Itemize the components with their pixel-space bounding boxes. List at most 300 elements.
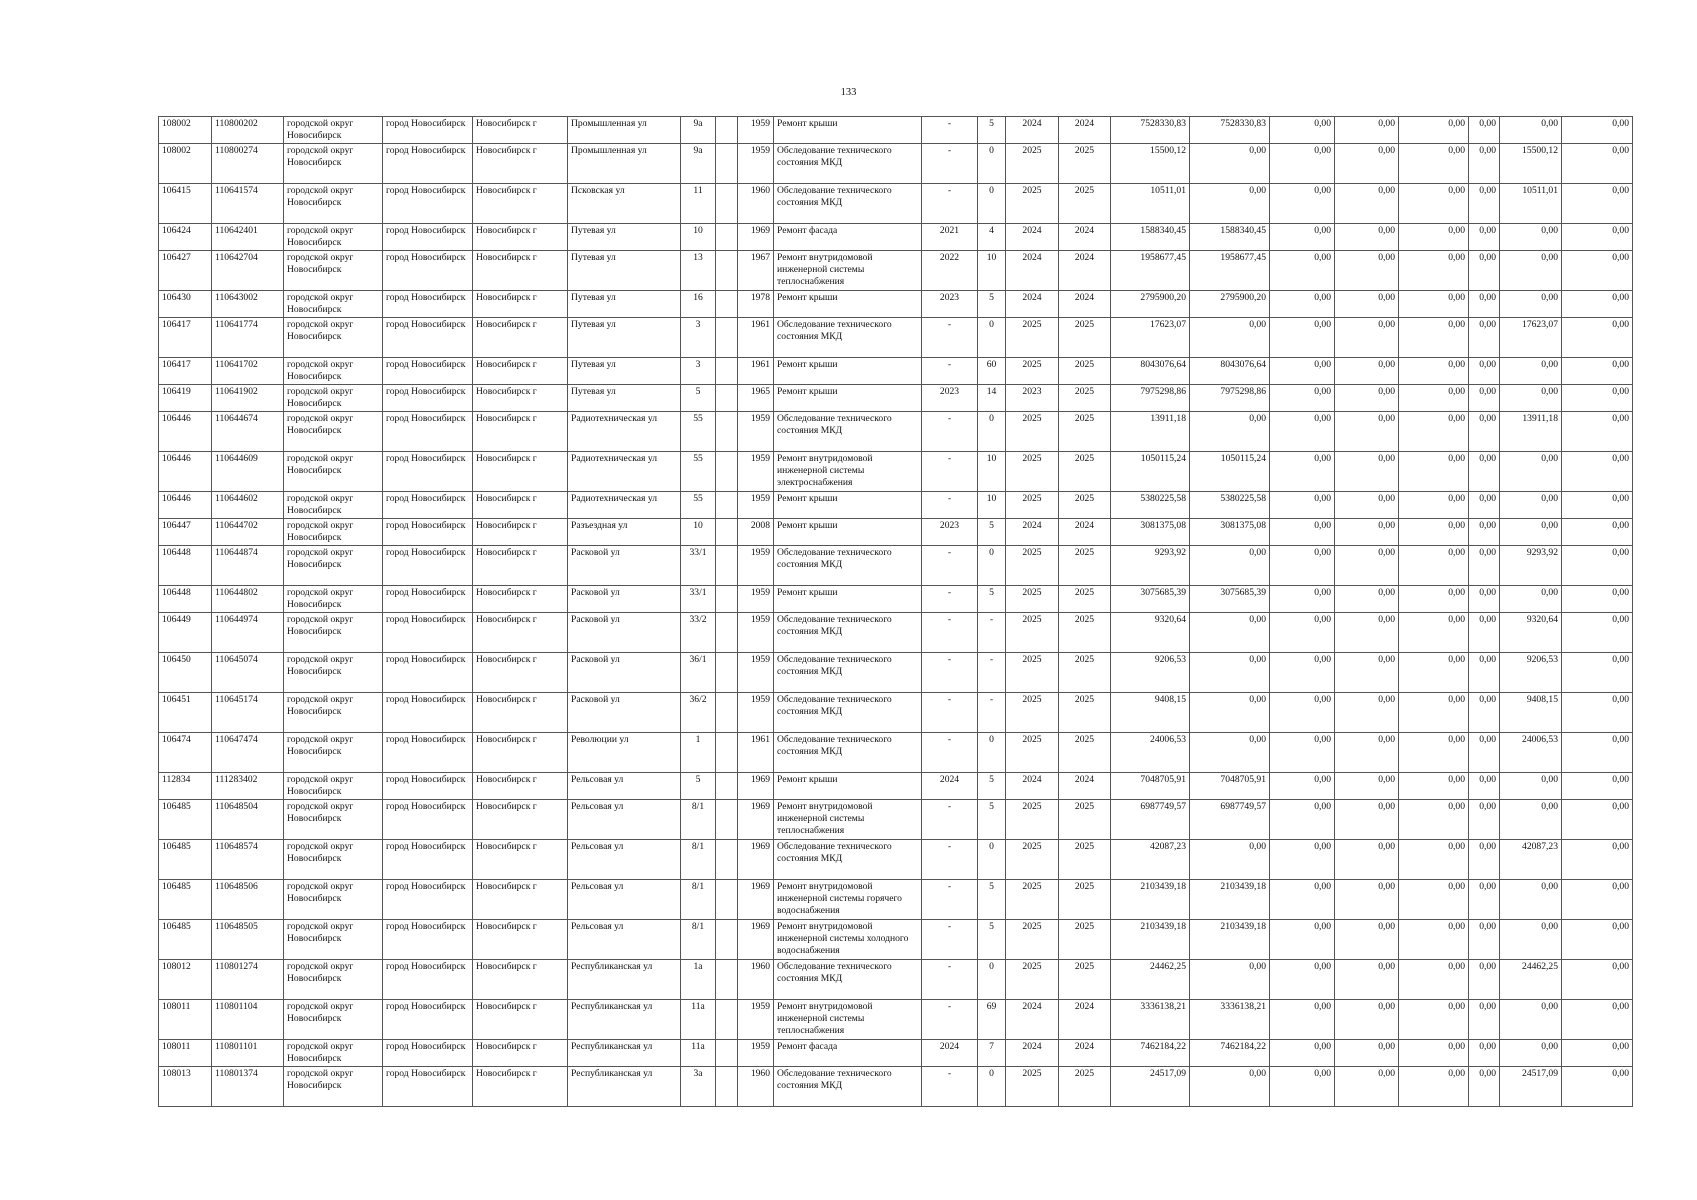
cell-v1: 0,00 xyxy=(1190,184,1270,224)
cell-y2: 2024 xyxy=(1059,251,1111,291)
cell-corp xyxy=(716,613,738,653)
cell-v4: 0,00 xyxy=(1399,920,1469,960)
cell-v5: 0,00 xyxy=(1469,1000,1500,1040)
cell-code: 110642401 xyxy=(212,224,284,251)
cell-qty: 5 xyxy=(978,117,1006,144)
cell-prev: 2024 xyxy=(922,1040,978,1067)
cell-work: Ремонт фасада xyxy=(774,224,922,251)
cell-v3: 0,00 xyxy=(1335,318,1399,358)
cell-corp xyxy=(716,840,738,880)
cell-house: 1а xyxy=(681,960,716,1000)
cell-v2: 0,00 xyxy=(1270,546,1335,586)
cell-year: 1960 xyxy=(738,1067,774,1107)
cell-house: 13 xyxy=(681,251,716,291)
cell-year: 2008 xyxy=(738,519,774,546)
cell-corp xyxy=(716,773,738,800)
cell-v7: 0,00 xyxy=(1562,546,1633,586)
cell-v1: 1958677,45 xyxy=(1190,251,1270,291)
cell-prev: - xyxy=(922,117,978,144)
cell-year: 1959 xyxy=(738,613,774,653)
cell-y1: 2025 xyxy=(1006,880,1059,920)
cell-okrug: городской округ Новосибирск xyxy=(284,519,383,546)
cell-id: 108002 xyxy=(159,117,212,144)
cell-city: город Новосибирск xyxy=(383,1000,473,1040)
cell-corp xyxy=(716,224,738,251)
cell-work: Ремонт внутридомовой инженерной системы теплоснабжения xyxy=(774,251,922,291)
cell-v5: 0,00 xyxy=(1469,920,1500,960)
cell-prev: - xyxy=(922,880,978,920)
cell-v1: 1588340,45 xyxy=(1190,224,1270,251)
cell-code: 111283402 xyxy=(212,773,284,800)
cell-street: Промышленная ул xyxy=(568,144,681,184)
cell-city: город Новосибирск xyxy=(383,653,473,693)
cell-v7: 0,00 xyxy=(1562,800,1633,840)
cell-v4: 0,00 xyxy=(1399,586,1469,613)
cell-v6: 0,00 xyxy=(1500,117,1562,144)
cell-v4: 0,00 xyxy=(1399,412,1469,452)
cell-total: 7528330,83 xyxy=(1111,117,1190,144)
cell-street: Разъездная ул xyxy=(568,519,681,546)
cell-work: Ремонт внутридомовой инженерной системы горячего водоснабжения xyxy=(774,880,922,920)
cell-y1: 2024 xyxy=(1006,291,1059,318)
cell-house: 1 xyxy=(681,733,716,773)
cell-id: 106424 xyxy=(159,224,212,251)
cell-v2: 0,00 xyxy=(1270,960,1335,1000)
cell-city: город Новосибирск xyxy=(383,613,473,653)
cell-v5: 0,00 xyxy=(1469,800,1500,840)
cell-y2: 2025 xyxy=(1059,800,1111,840)
cell-city: город Новосибирск xyxy=(383,840,473,880)
cell-code: 110801101 xyxy=(212,1040,284,1067)
cell-v5: 0,00 xyxy=(1469,117,1500,144)
cell-v5: 0,00 xyxy=(1469,358,1500,385)
cell-v1: 0,00 xyxy=(1190,840,1270,880)
cell-id: 106485 xyxy=(159,800,212,840)
cell-year: 1959 xyxy=(738,144,774,184)
cell-prev: - xyxy=(922,586,978,613)
cell-corp xyxy=(716,653,738,693)
table-row xyxy=(159,880,1633,920)
cell-v6: 0,00 xyxy=(1500,358,1562,385)
cell-street: Путевая ул xyxy=(568,224,681,251)
table-row xyxy=(159,840,1633,880)
cell-v1: 2795900,20 xyxy=(1190,291,1270,318)
cell-street: Рельсовая ул xyxy=(568,840,681,880)
table-row xyxy=(159,251,1633,291)
cell-v2: 0,00 xyxy=(1270,586,1335,613)
cell-y2: 2025 xyxy=(1059,920,1111,960)
cell-v3: 0,00 xyxy=(1335,613,1399,653)
cell-v4: 0,00 xyxy=(1399,224,1469,251)
cell-prev: - xyxy=(922,492,978,519)
cell-qty: 0 xyxy=(978,840,1006,880)
cell-okrug: городской округ Новосибирск xyxy=(284,385,383,412)
cell-code: 110641574 xyxy=(212,184,284,224)
cell-y1: 2025 xyxy=(1006,840,1059,880)
cell-v1: 0,00 xyxy=(1190,546,1270,586)
cell-total: 24517,09 xyxy=(1111,1067,1190,1107)
cell-v7: 0,00 xyxy=(1562,1040,1633,1067)
cell-work: Обследование технического состояния МКД xyxy=(774,840,922,880)
cell-v4: 0,00 xyxy=(1399,251,1469,291)
cell-qty: 0 xyxy=(978,318,1006,358)
cell-total: 5380225,58 xyxy=(1111,492,1190,519)
cell-locality: Новосибирск г xyxy=(473,586,568,613)
cell-v7: 0,00 xyxy=(1562,291,1633,318)
cell-v3: 0,00 xyxy=(1335,251,1399,291)
cell-v2: 0,00 xyxy=(1270,224,1335,251)
cell-okrug: городской округ Новосибирск xyxy=(284,800,383,840)
cell-y1: 2024 xyxy=(1006,224,1059,251)
cell-street: Путевая ул xyxy=(568,291,681,318)
cell-locality: Новосибирск г xyxy=(473,1067,568,1107)
cell-v6: 24006,53 xyxy=(1500,733,1562,773)
cell-y2: 2025 xyxy=(1059,385,1111,412)
cell-v7: 0,00 xyxy=(1562,251,1633,291)
cell-y2: 2025 xyxy=(1059,412,1111,452)
cell-v5: 0,00 xyxy=(1469,291,1500,318)
cell-v6: 0,00 xyxy=(1500,773,1562,800)
cell-qty: 0 xyxy=(978,960,1006,1000)
cell-y1: 2024 xyxy=(1006,117,1059,144)
table-body xyxy=(159,117,1633,1107)
cell-v1: 0,00 xyxy=(1190,653,1270,693)
cell-okrug: городской округ Новосибирск xyxy=(284,586,383,613)
cell-y1: 2025 xyxy=(1006,920,1059,960)
cell-street: Республиканская ул xyxy=(568,1000,681,1040)
cell-year: 1959 xyxy=(738,1040,774,1067)
cell-street: Республиканская ул xyxy=(568,1040,681,1067)
cell-y1: 2025 xyxy=(1006,613,1059,653)
cell-locality: Новосибирск г xyxy=(473,412,568,452)
cell-prev: - xyxy=(922,613,978,653)
cell-prev: 2023 xyxy=(922,519,978,546)
cell-y2: 2024 xyxy=(1059,291,1111,318)
cell-v7: 0,00 xyxy=(1562,318,1633,358)
cell-qty: 0 xyxy=(978,546,1006,586)
table-row xyxy=(159,412,1633,452)
cell-v7: 0,00 xyxy=(1562,519,1633,546)
cell-y2: 2024 xyxy=(1059,773,1111,800)
cell-v3: 0,00 xyxy=(1335,412,1399,452)
cell-v1: 0,00 xyxy=(1190,693,1270,733)
cell-id: 106447 xyxy=(159,519,212,546)
cell-v6: 9408,15 xyxy=(1500,693,1562,733)
cell-total: 10511,01 xyxy=(1111,184,1190,224)
cell-v5: 0,00 xyxy=(1469,773,1500,800)
cell-y2: 2024 xyxy=(1059,117,1111,144)
cell-year: 1959 xyxy=(738,653,774,693)
cell-city: город Новосибирск xyxy=(383,385,473,412)
cell-v6: 0,00 xyxy=(1500,492,1562,519)
cell-total: 3336138,21 xyxy=(1111,1000,1190,1040)
cell-v7: 0,00 xyxy=(1562,773,1633,800)
cell-locality: Новосибирск г xyxy=(473,653,568,693)
cell-house: 3 xyxy=(681,318,716,358)
cell-locality: Новосибирск г xyxy=(473,546,568,586)
cell-v3: 0,00 xyxy=(1335,840,1399,880)
table-row xyxy=(159,800,1633,840)
table-row xyxy=(159,693,1633,733)
cell-locality: Новосибирск г xyxy=(473,144,568,184)
cell-y2: 2025 xyxy=(1059,693,1111,733)
cell-total: 1050115,24 xyxy=(1111,452,1190,492)
cell-code: 110643002 xyxy=(212,291,284,318)
cell-v6: 15500,12 xyxy=(1500,144,1562,184)
cell-house: 8/1 xyxy=(681,880,716,920)
cell-v7: 0,00 xyxy=(1562,653,1633,693)
cell-city: город Новосибирск xyxy=(383,318,473,358)
cell-okrug: городской округ Новосибирск xyxy=(284,613,383,653)
cell-v7: 0,00 xyxy=(1562,184,1633,224)
cell-v7: 0,00 xyxy=(1562,117,1633,144)
cell-v5: 0,00 xyxy=(1469,224,1500,251)
cell-street: Рельсовая ул xyxy=(568,920,681,960)
cell-okrug: городской округ Новосибирск xyxy=(284,184,383,224)
cell-house: 11а xyxy=(681,1000,716,1040)
cell-locality: Новосибирск г xyxy=(473,318,568,358)
cell-v3: 0,00 xyxy=(1335,586,1399,613)
cell-locality: Новосибирск г xyxy=(473,840,568,880)
cell-y1: 2025 xyxy=(1006,144,1059,184)
cell-house: 36/2 xyxy=(681,693,716,733)
cell-y1: 2025 xyxy=(1006,586,1059,613)
cell-city: город Новосибирск xyxy=(383,358,473,385)
cell-v7: 0,00 xyxy=(1562,586,1633,613)
cell-house: 55 xyxy=(681,492,716,519)
table-row xyxy=(159,1000,1633,1040)
cell-v3: 0,00 xyxy=(1335,291,1399,318)
cell-okrug: городской округ Новосибирск xyxy=(284,1000,383,1040)
cell-corp xyxy=(716,960,738,1000)
cell-work: Ремонт крыши xyxy=(774,291,922,318)
cell-code: 110645074 xyxy=(212,653,284,693)
cell-v4: 0,00 xyxy=(1399,613,1469,653)
cell-qty: 10 xyxy=(978,251,1006,291)
cell-v5: 0,00 xyxy=(1469,546,1500,586)
cell-v2: 0,00 xyxy=(1270,733,1335,773)
cell-v3: 0,00 xyxy=(1335,693,1399,733)
cell-v1: 1050115,24 xyxy=(1190,452,1270,492)
cell-work: Ремонт крыши xyxy=(774,385,922,412)
cell-v1: 5380225,58 xyxy=(1190,492,1270,519)
cell-locality: Новосибирск г xyxy=(473,1040,568,1067)
cell-y2: 2025 xyxy=(1059,144,1111,184)
cell-street: Республиканская ул xyxy=(568,1067,681,1107)
cell-work: Обследование технического состояния МКД xyxy=(774,613,922,653)
cell-year: 1961 xyxy=(738,358,774,385)
cell-year: 1959 xyxy=(738,117,774,144)
cell-v6: 0,00 xyxy=(1500,519,1562,546)
cell-year: 1978 xyxy=(738,291,774,318)
cell-v5: 0,00 xyxy=(1469,733,1500,773)
cell-house: 8/1 xyxy=(681,920,716,960)
cell-y2: 2025 xyxy=(1059,880,1111,920)
cell-y1: 2024 xyxy=(1006,1000,1059,1040)
table-row xyxy=(159,546,1633,586)
cell-y1: 2024 xyxy=(1006,773,1059,800)
cell-prev: - xyxy=(922,144,978,184)
cell-corp xyxy=(716,492,738,519)
table-row xyxy=(159,653,1633,693)
cell-id: 106485 xyxy=(159,840,212,880)
cell-y2: 2025 xyxy=(1059,452,1111,492)
cell-code: 110800202 xyxy=(212,117,284,144)
cell-okrug: городской округ Новосибирск xyxy=(284,251,383,291)
cell-corp xyxy=(716,184,738,224)
cell-house: 33/1 xyxy=(681,586,716,613)
cell-v6: 42087,23 xyxy=(1500,840,1562,880)
cell-v4: 0,00 xyxy=(1399,546,1469,586)
cell-locality: Новосибирск г xyxy=(473,693,568,733)
cell-corp xyxy=(716,1000,738,1040)
cell-v3: 0,00 xyxy=(1335,452,1399,492)
cell-id: 106449 xyxy=(159,613,212,653)
cell-qty: 0 xyxy=(978,1067,1006,1107)
cell-work: Обследование технического состояния МКД xyxy=(774,318,922,358)
cell-corp xyxy=(716,920,738,960)
cell-id: 106427 xyxy=(159,251,212,291)
cell-street: Псковская ул xyxy=(568,184,681,224)
cell-work: Обследование технического состояния МКД xyxy=(774,144,922,184)
cell-qty: 5 xyxy=(978,800,1006,840)
cell-v3: 0,00 xyxy=(1335,1067,1399,1107)
cell-y1: 2025 xyxy=(1006,492,1059,519)
cell-v4: 0,00 xyxy=(1399,693,1469,733)
cell-v6: 9206,53 xyxy=(1500,653,1562,693)
cell-y2: 2025 xyxy=(1059,492,1111,519)
cell-v2: 0,00 xyxy=(1270,800,1335,840)
cell-id: 108013 xyxy=(159,1067,212,1107)
cell-locality: Новосибирск г xyxy=(473,800,568,840)
cell-v6: 24462,25 xyxy=(1500,960,1562,1000)
cell-y2: 2024 xyxy=(1059,1040,1111,1067)
cell-y2: 2025 xyxy=(1059,653,1111,693)
cell-total: 13911,18 xyxy=(1111,412,1190,452)
cell-v5: 0,00 xyxy=(1469,586,1500,613)
table-row xyxy=(159,586,1633,613)
cell-year: 1969 xyxy=(738,224,774,251)
cell-v7: 0,00 xyxy=(1562,613,1633,653)
cell-year: 1969 xyxy=(738,773,774,800)
cell-prev: - xyxy=(922,653,978,693)
cell-v4: 0,00 xyxy=(1399,1040,1469,1067)
cell-v6: 0,00 xyxy=(1500,452,1562,492)
cell-y1: 2025 xyxy=(1006,960,1059,1000)
cell-city: город Новосибирск xyxy=(383,1040,473,1067)
cell-corp xyxy=(716,586,738,613)
cell-v7: 0,00 xyxy=(1562,693,1633,733)
cell-v2: 0,00 xyxy=(1270,492,1335,519)
cell-house: 3а xyxy=(681,1067,716,1107)
cell-v1: 0,00 xyxy=(1190,412,1270,452)
cell-v4: 0,00 xyxy=(1399,117,1469,144)
cell-locality: Новосибирск г xyxy=(473,492,568,519)
cell-v1: 7975298,86 xyxy=(1190,385,1270,412)
cell-prev: - xyxy=(922,1067,978,1107)
cell-city: город Новосибирск xyxy=(383,546,473,586)
cell-v3: 0,00 xyxy=(1335,144,1399,184)
cell-city: город Новосибирск xyxy=(383,144,473,184)
cell-okrug: городской округ Новосибирск xyxy=(284,144,383,184)
cell-street: Путевая ул xyxy=(568,358,681,385)
cell-prev: - xyxy=(922,318,978,358)
cell-locality: Новосибирск г xyxy=(473,519,568,546)
cell-v4: 0,00 xyxy=(1399,291,1469,318)
cell-id: 106448 xyxy=(159,546,212,586)
cell-total: 7048705,91 xyxy=(1111,773,1190,800)
cell-v7: 0,00 xyxy=(1562,224,1633,251)
table-row xyxy=(159,385,1633,412)
cell-total: 3081375,08 xyxy=(1111,519,1190,546)
cell-v3: 0,00 xyxy=(1335,224,1399,251)
cell-locality: Новосибирск г xyxy=(473,251,568,291)
cell-year: 1959 xyxy=(738,693,774,733)
cell-okrug: городской округ Новосибирск xyxy=(284,733,383,773)
cell-qty: 69 xyxy=(978,1000,1006,1040)
cell-v1: 8043076,64 xyxy=(1190,358,1270,385)
cell-code: 110644609 xyxy=(212,452,284,492)
cell-v4: 0,00 xyxy=(1399,800,1469,840)
cell-v3: 0,00 xyxy=(1335,492,1399,519)
cell-v6: 10511,01 xyxy=(1500,184,1562,224)
cell-v6: 13911,18 xyxy=(1500,412,1562,452)
cell-v7: 0,00 xyxy=(1562,1000,1633,1040)
cell-city: город Новосибирск xyxy=(383,291,473,318)
cell-city: город Новосибирск xyxy=(383,452,473,492)
cell-y2: 2025 xyxy=(1059,358,1111,385)
cell-qty: 5 xyxy=(978,773,1006,800)
cell-id: 106446 xyxy=(159,412,212,452)
cell-year: 1969 xyxy=(738,920,774,960)
cell-v2: 0,00 xyxy=(1270,1067,1335,1107)
cell-work: Ремонт крыши xyxy=(774,773,922,800)
table-row xyxy=(159,773,1633,800)
cell-v4: 0,00 xyxy=(1399,144,1469,184)
cell-v6: 0,00 xyxy=(1500,224,1562,251)
cell-prev: 2023 xyxy=(922,291,978,318)
cell-locality: Новосибирск г xyxy=(473,880,568,920)
table-row xyxy=(159,117,1633,144)
cell-v6: 9293,92 xyxy=(1500,546,1562,586)
cell-year: 1969 xyxy=(738,840,774,880)
cell-v5: 0,00 xyxy=(1469,880,1500,920)
cell-v5: 0,00 xyxy=(1469,184,1500,224)
cell-y1: 2025 xyxy=(1006,358,1059,385)
cell-city: город Новосибирск xyxy=(383,800,473,840)
cell-city: город Новосибирск xyxy=(383,117,473,144)
cell-street: Расковой ул xyxy=(568,546,681,586)
cell-v6: 0,00 xyxy=(1500,1040,1562,1067)
cell-prev: - xyxy=(922,960,978,1000)
cell-v4: 0,00 xyxy=(1399,358,1469,385)
cell-work: Обследование технического состояния МКД xyxy=(774,653,922,693)
cell-total: 9293,92 xyxy=(1111,546,1190,586)
cell-work: Обследование технического состояния МКД xyxy=(774,960,922,1000)
cell-id: 106417 xyxy=(159,358,212,385)
cell-y1: 2025 xyxy=(1006,412,1059,452)
cell-locality: Новосибирск г xyxy=(473,733,568,773)
cell-okrug: городской округ Новосибирск xyxy=(284,358,383,385)
cell-v4: 0,00 xyxy=(1399,960,1469,1000)
cell-city: город Новосибирск xyxy=(383,412,473,452)
cell-house: 5 xyxy=(681,773,716,800)
cell-year: 1969 xyxy=(738,880,774,920)
cell-v6: 0,00 xyxy=(1500,920,1562,960)
cell-v1: 3081375,08 xyxy=(1190,519,1270,546)
cell-v1: 7048705,91 xyxy=(1190,773,1270,800)
cell-code: 110801104 xyxy=(212,1000,284,1040)
